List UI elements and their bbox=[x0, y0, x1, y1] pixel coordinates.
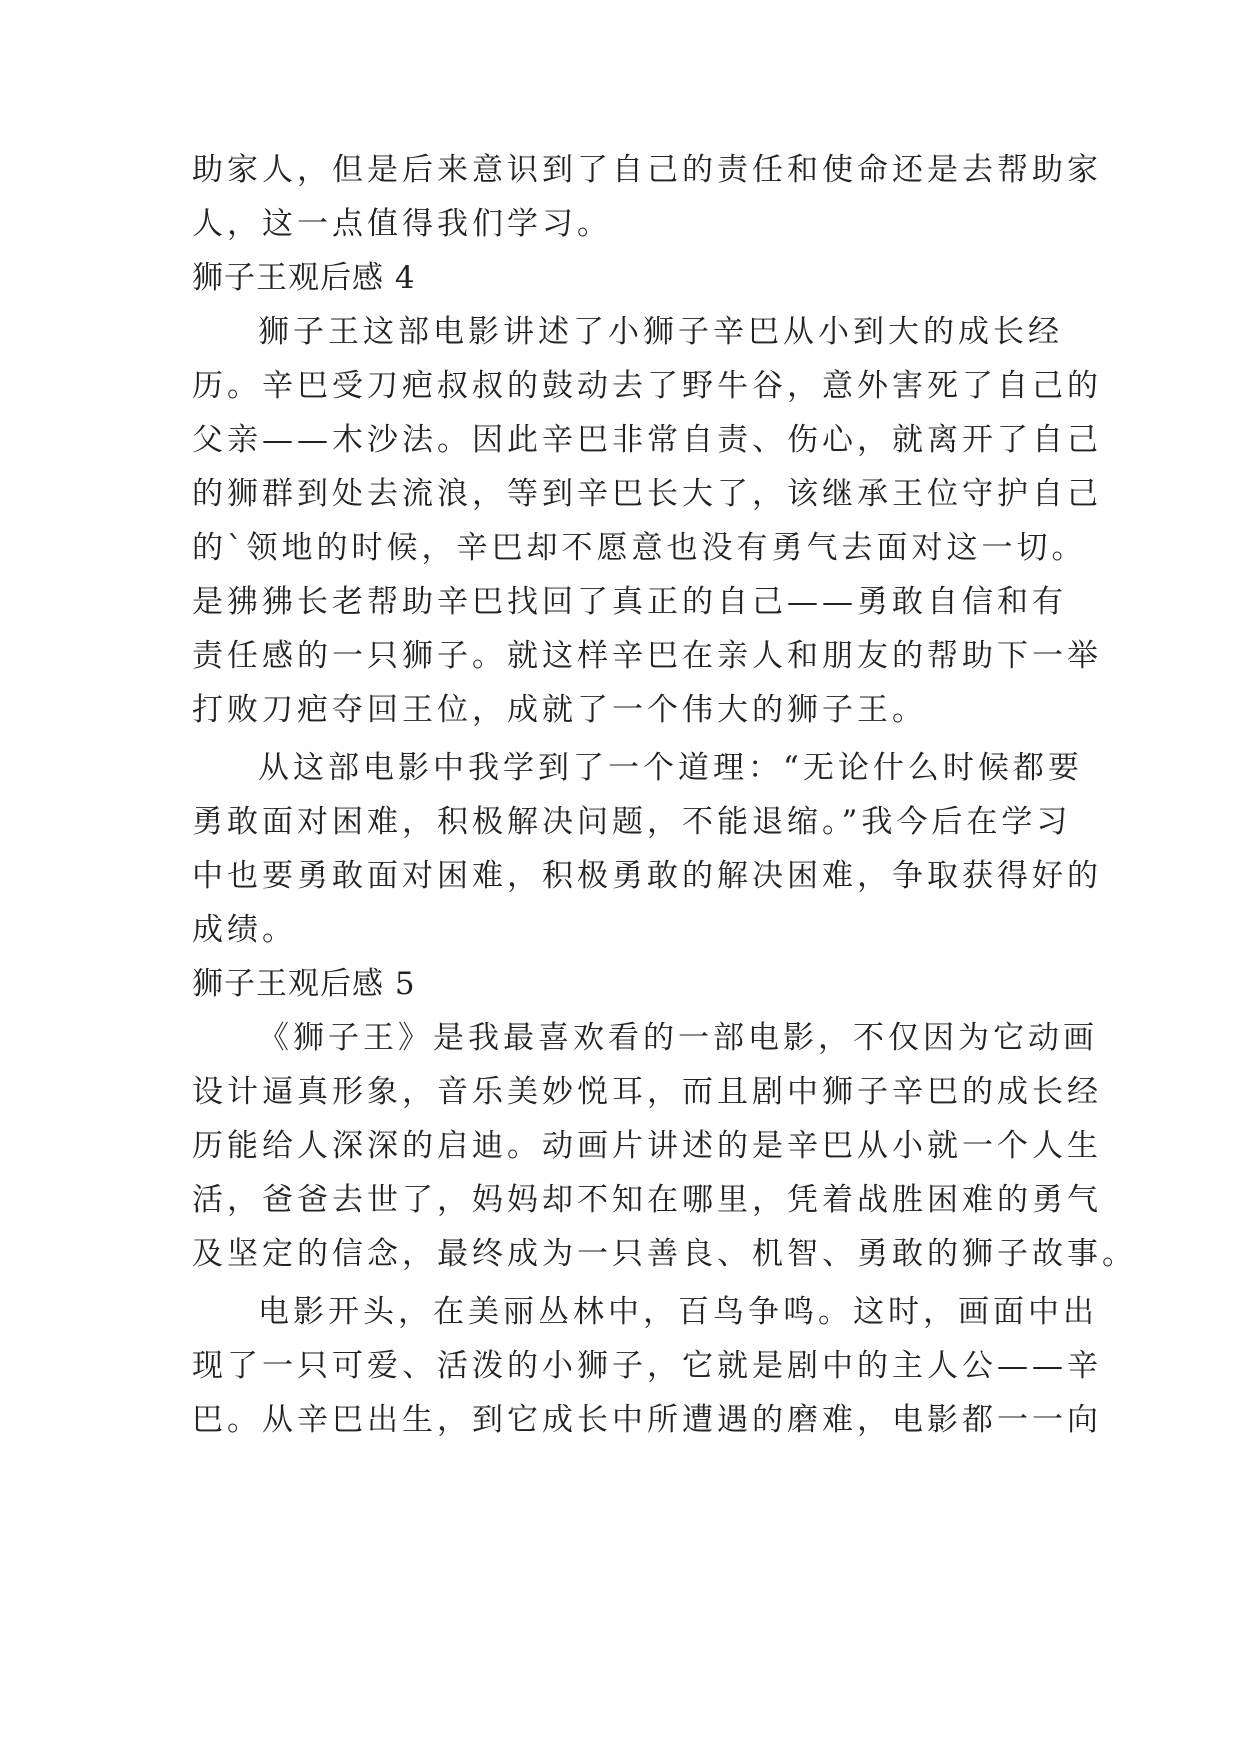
text-line: 历。辛巴受刀疤叔叔的鼓动去了野牛谷，意外害死了自己的 bbox=[192, 368, 1102, 404]
paragraph-first-line: 从这部电影中我学到了一个道理：“无论什么时候都要 bbox=[258, 750, 1083, 786]
text-line: 设计逼真形象，音乐美妙悦耳，而且剧中狮子辛巴的成长经 bbox=[192, 1074, 1102, 1110]
text-line: 打败刀疤夺回王位，成就了一个伟大的狮子王。 bbox=[192, 692, 927, 728]
text-line: 责任感的一只狮子。就这样辛巴在亲人和朋友的帮助下一举 bbox=[192, 638, 1102, 674]
text-line: 的`领地的时候，辛巴却不愿意也没有勇气去面对这一切。 bbox=[192, 530, 1087, 566]
text-line: 现了一只可爱、活泼的小狮子，它就是剧中的主人公——辛 bbox=[192, 1348, 1102, 1384]
text-line: 父亲——木沙法。因此辛巴非常自责、伤心，就离开了自己 bbox=[192, 422, 1102, 458]
paragraph-first-line: 《狮子王》是我最喜欢看的一部电影，不仅因为它动画 bbox=[258, 1020, 1098, 1056]
text-line: 勇敢面对困难，积极解决问题，不能退缩。”我今后在学习 bbox=[192, 804, 1072, 840]
paragraph-first-line: 电影开头，在美丽丛林中，百鸟争鸣。这时，画面中出 bbox=[258, 1294, 1098, 1330]
text-line: 中也要勇敢面对困难，积极勇敢的解决困难，争取获得好的 bbox=[192, 858, 1102, 894]
text-line: 助家人，但是后来意识到了自己的责任和使命还是去帮助家 bbox=[192, 152, 1102, 188]
text-line: 及坚定的信念，最终成为一只善良、机智、勇敢的狮子故事。 bbox=[192, 1236, 1137, 1272]
text-line: 活，爸爸去世了，妈妈却不知在哪里，凭着战胜困难的勇气 bbox=[192, 1182, 1102, 1218]
section-heading: 狮子王观后感 5 bbox=[192, 966, 416, 1002]
text-line: 的狮群到处去流浪，等到辛巴长大了，该继承王位守护自己 bbox=[192, 476, 1102, 512]
text-line: 历能给人深深的启迪。动画片讲述的是辛巴从小就一个人生 bbox=[192, 1128, 1102, 1164]
section-heading: 狮子王观后感 4 bbox=[192, 260, 416, 296]
text-line: 成绩。 bbox=[192, 912, 297, 948]
text-line: 人，这一点值得我们学习。 bbox=[192, 206, 612, 242]
text-line: 巴。从辛巴出生，到它成长中所遭遇的磨难，电影都一一向 bbox=[192, 1402, 1102, 1438]
paragraph-first-line: 狮子王这部电影讲述了小狮子辛巴从小到大的成长经 bbox=[258, 314, 1063, 350]
text-line: 是狒狒长老帮助辛巴找回了真正的自己——勇敢自信和有 bbox=[192, 584, 1067, 620]
